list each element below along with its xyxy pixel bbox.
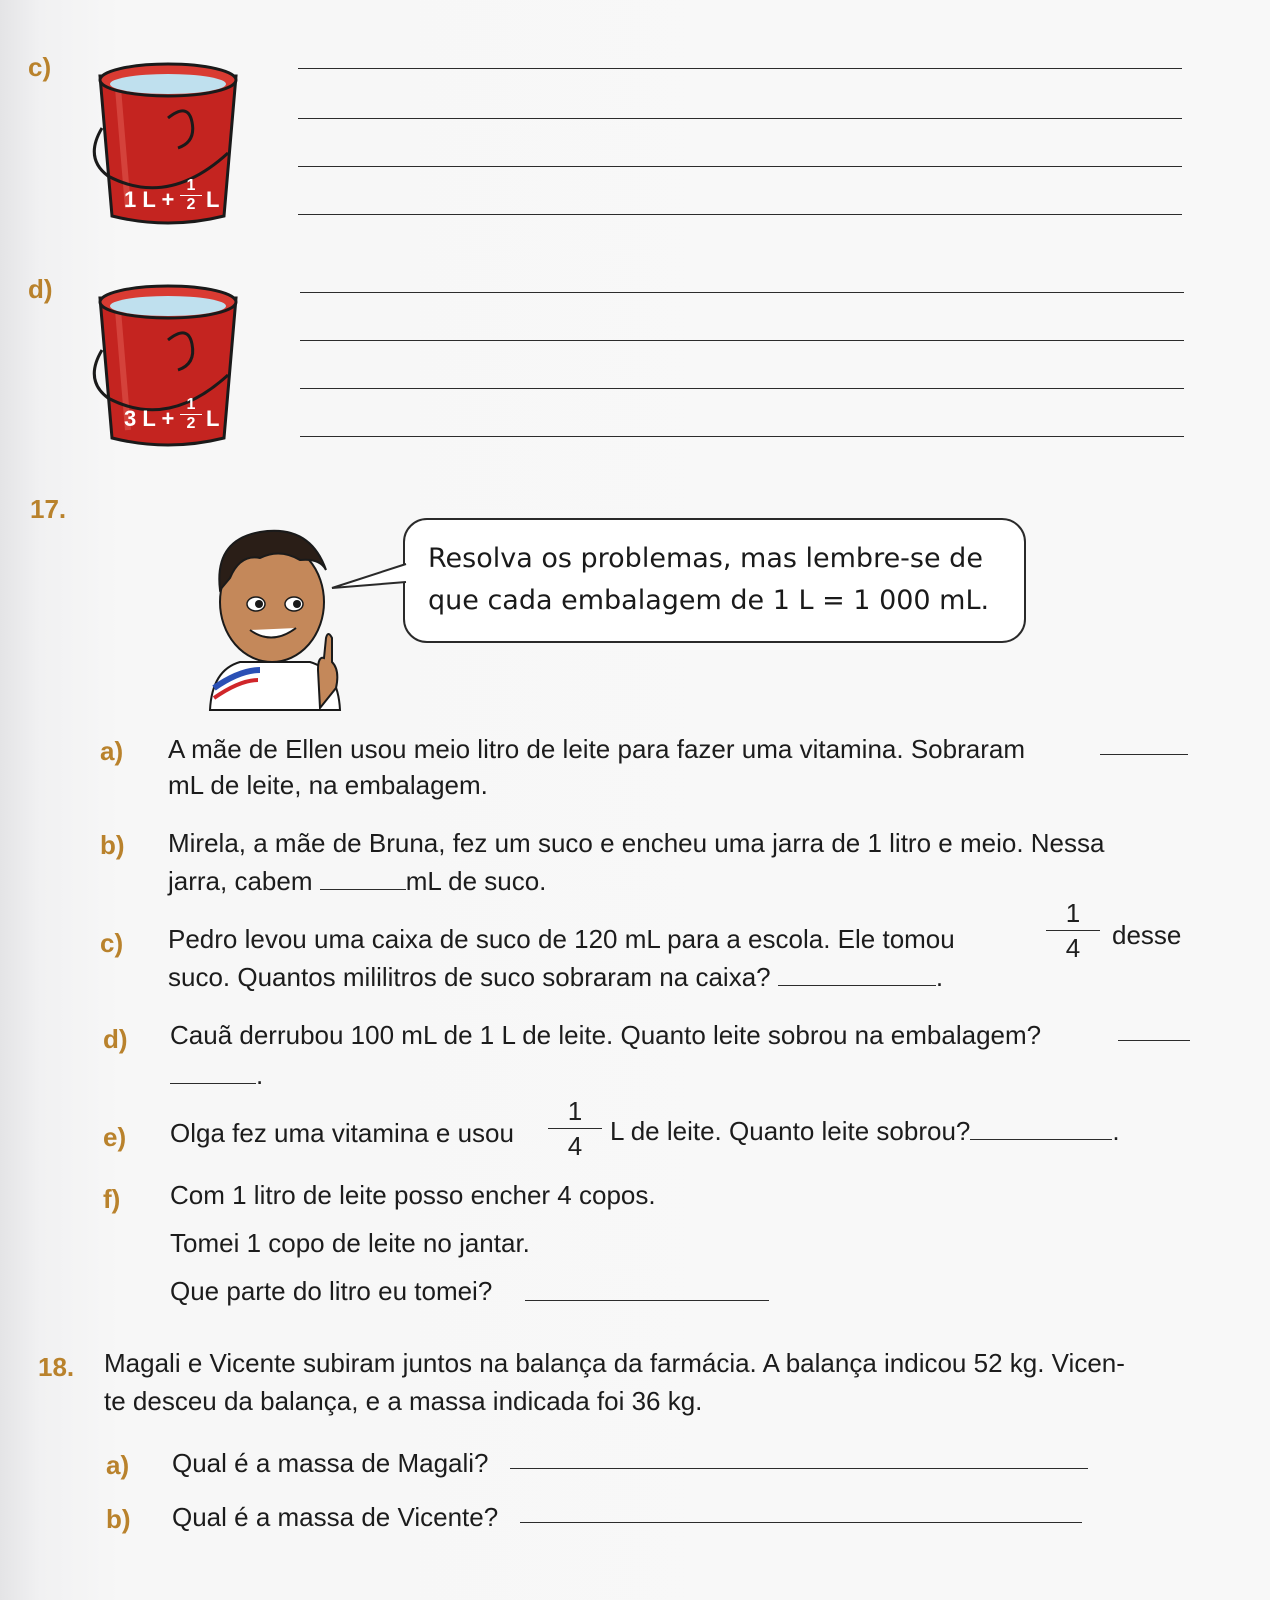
question-18-number: 18. (38, 1352, 75, 1382)
item-c-text-end: desse (1112, 920, 1182, 950)
item-a-text: A mãe de Ellen usou meio litro de leite para fazer uma vitamina. Sobraram (168, 734, 1025, 764)
q18-item-a-answer-blank[interactable] (510, 1446, 1088, 1469)
answer-line[interactable] (300, 340, 1184, 341)
item-c-text-line2: suco. Quantos mililitros de suco sobraram na caixa? . (168, 962, 944, 992)
item-e-text-post: L de leite. Quanto leite sobrou? . (610, 1116, 1120, 1146)
item-b-label: b) (100, 830, 125, 860)
q18-item-a-label: a) (106, 1450, 130, 1480)
item-d-text-line2: . (170, 1056, 263, 1094)
item-c-answer-blank[interactable] (778, 963, 936, 986)
answer-line[interactable] (298, 214, 1182, 215)
item-c-fraction: 1 4 (1046, 898, 1100, 963)
question-17-number: 17. (30, 494, 67, 524)
item-e-answer-blank[interactable] (970, 1117, 1112, 1140)
item-c-text: Pedro levou uma caixa de suco de 120 mL para a escola. Ele tomou (168, 924, 955, 954)
question-18-text-line2: te desceu da balança, e a massa indicada foi 36 kg. (104, 1386, 703, 1416)
bucket-d-fraction: 1 2 (180, 397, 202, 432)
item-d-text: Cauã derrubou 100 mL de 1 L de leite. Quanto leite sobrou na embalagem? (170, 1020, 1042, 1050)
answer-line[interactable] (300, 388, 1184, 389)
item-b-text: Mirela, a mãe de Bruna, fez um suco e encheu uma jarra de 1 litro e meio. Nessa (168, 828, 1105, 858)
item-e-label: e) (103, 1122, 127, 1152)
item-d-answer-blank[interactable] (1118, 1018, 1190, 1041)
item-e-fraction: 1 4 (548, 1096, 602, 1161)
item-c-label: c) (100, 928, 124, 958)
item-f-text-line2: Tomei 1 copo de leite no jantar. (170, 1228, 530, 1258)
speech-bubble-tail (330, 560, 410, 600)
item-b-text-line2: jarra, cabem mL de suco. (168, 866, 547, 896)
boy-character-illustration (200, 520, 350, 710)
item-a-label: a) (100, 736, 124, 766)
item-d-answer-blank-cont[interactable] (170, 1061, 256, 1084)
bucket-c-unit: L (206, 187, 220, 212)
item-a-answer-blank[interactable] (1100, 732, 1188, 755)
q18-item-a-text: Qual é a massa de Magali? (172, 1448, 489, 1478)
item-d-label: d) (103, 1024, 128, 1054)
bucket-c-label: c) (28, 52, 52, 82)
answer-line[interactable] (300, 292, 1184, 293)
bucket-d-label: d) (28, 274, 53, 304)
answer-line[interactable] (300, 436, 1184, 437)
item-f-text-line1: Com 1 litro de leite posso encher 4 copos. (170, 1180, 656, 1210)
question-18-text-line1: Magali e Vicente subiram juntos na balança da farmácia. A balança indicou 52 kg. Vicen- (104, 1348, 1125, 1378)
q18-item-b-label: b) (106, 1504, 131, 1534)
item-f-label: f) (103, 1184, 121, 1214)
item-b-answer-blank[interactable] (320, 867, 406, 890)
item-f-answer-blank[interactable] (525, 1278, 769, 1301)
bucket-d-volume: 3 L + (124, 406, 175, 431)
q18-item-b-answer-blank[interactable] (520, 1500, 1082, 1523)
bucket-c-fraction: 1 2 (180, 178, 202, 213)
answer-line[interactable] (298, 118, 1182, 119)
bucket-c-volume: 1 L + (124, 187, 175, 212)
answer-line[interactable] (298, 68, 1182, 69)
item-f-text-line3: Que parte do litro eu tomei? (170, 1276, 493, 1306)
item-a-text-line2: mL de leite, na embalagem. (168, 770, 488, 800)
bucket-d-unit: L (206, 406, 220, 431)
item-e-text: Olga fez uma vitamina e usou (170, 1118, 514, 1148)
q18-item-b-text: Qual é a massa de Vicente? (172, 1502, 499, 1532)
answer-line[interactable] (298, 166, 1182, 167)
speech-bubble-text: Resolva os problemas, mas lembre-se de que cada embalagem de 1 L = 1 000 mL. (428, 543, 990, 616)
